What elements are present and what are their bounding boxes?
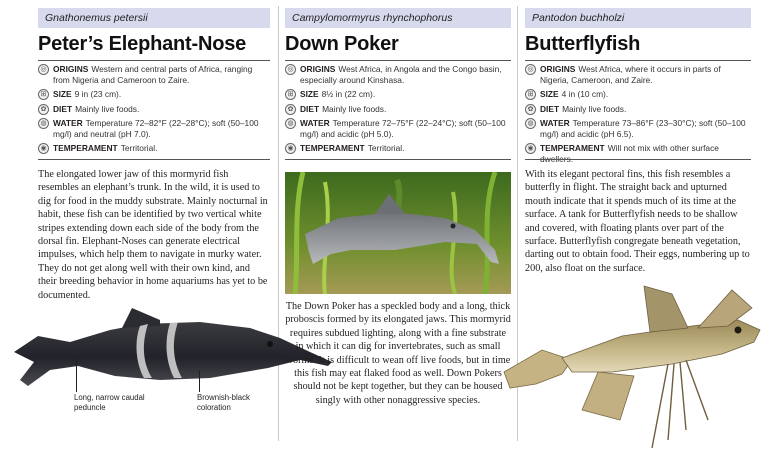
fact-origins bbox=[525, 64, 751, 86]
fact-water bbox=[525, 118, 751, 140]
species-column-down-poker bbox=[285, 0, 511, 457]
fact-label: DIET bbox=[53, 103, 73, 114]
food-icon: ✿ bbox=[38, 104, 49, 115]
latin-name: Pantodon buchholzi bbox=[525, 8, 751, 28]
fact-size bbox=[38, 89, 270, 100]
caption-caudal-peduncle: Long, narrow caudal peduncle bbox=[74, 393, 145, 412]
fact-text: 9 in (23 cm). bbox=[74, 89, 122, 100]
fact-label: TEMPERAMENT bbox=[300, 143, 365, 154]
fact-label: TEMPERAMENT bbox=[53, 143, 118, 154]
latin-name: Gnathonemus petersii bbox=[38, 8, 270, 28]
fact-text: Western and central parts of Africa, ranging from Nigeria and Cameroon to Zaire. bbox=[53, 64, 253, 86]
fact-text: Mainly live foods. bbox=[322, 103, 387, 114]
fact-size bbox=[285, 89, 511, 100]
globe-icon: ◎ bbox=[525, 64, 536, 75]
facts-rule bbox=[38, 159, 270, 160]
droplet-icon: ◍ bbox=[38, 118, 49, 129]
species-description: With its elegant pectoral fins, this fish resembles a butterfly in flight. The straight back and upturned mouth indicate that it spends much of its time at the surface. A tank for Butterflyfish needs to be shallow and covered, with floating plants over part of the surface. Butterflyfish congregate beneath vegetation, darting out to obtain food. Their eggs, numbering up to 200, also float on the surface. bbox=[525, 169, 750, 274]
fact-diet bbox=[38, 104, 270, 115]
fact-label: TEMPERAMENT bbox=[540, 143, 605, 154]
fact-size bbox=[525, 89, 751, 100]
fact-label: ORIGINS bbox=[53, 64, 89, 74]
species-title: Peter’s Elephant-Nose bbox=[38, 33, 247, 55]
fact-text: Temperature 73–86°F (23–30°C); soft (50–100 mg/l) and acidic (pH 6.5). bbox=[540, 117, 746, 140]
globe-icon: ◎ bbox=[38, 64, 49, 75]
fact-text: West Africa, in Angola and the Congo basin, especially around Kinshasa. bbox=[300, 64, 502, 86]
fact-text: Mainly live foods. bbox=[75, 103, 140, 114]
latin-name: Campylomormyrus rhynchophorus bbox=[285, 8, 511, 28]
fact-temperament bbox=[285, 143, 511, 154]
fact-temperament bbox=[525, 143, 751, 165]
fact-label: WATER bbox=[540, 117, 570, 128]
fact-water bbox=[38, 118, 270, 140]
fact-text: Temperature 72–75°F (22–24°C); soft (50–100 mg/l) and acidic (pH 5.0). bbox=[300, 117, 506, 140]
facts-rule bbox=[525, 159, 751, 160]
droplet-icon: ◍ bbox=[525, 118, 536, 129]
fact-list bbox=[525, 64, 751, 169]
droplet-icon: ◍ bbox=[285, 118, 296, 129]
fact-list bbox=[285, 64, 511, 157]
fact-label: DIET bbox=[540, 103, 560, 114]
caption-coloration: Brownish-black coloration bbox=[197, 393, 250, 412]
food-icon: ✿ bbox=[525, 104, 536, 115]
fact-text: Territorial. bbox=[120, 143, 158, 154]
fact-text: Mainly live foods. bbox=[562, 103, 627, 114]
fact-label: DIET bbox=[300, 103, 320, 114]
fact-label: SIZE bbox=[300, 89, 319, 100]
fish-icon: ◉ bbox=[38, 143, 49, 154]
fact-text: 8½ in (22 cm). bbox=[321, 89, 376, 100]
fact-origins bbox=[285, 64, 511, 86]
species-title: Down Poker bbox=[285, 33, 399, 55]
fact-origins bbox=[38, 64, 270, 86]
food-icon: ✿ bbox=[285, 104, 296, 115]
fish-icon: ◉ bbox=[525, 143, 536, 154]
fact-label: SIZE bbox=[53, 89, 72, 100]
species-title: Butterflyfish bbox=[525, 33, 641, 55]
fact-label: ORIGINS bbox=[300, 64, 336, 74]
fact-text: Temperature 72–82°F (22–28°C); soft (50–100 mg/l) and neutral (pH 7.0). bbox=[53, 117, 259, 140]
fact-label: WATER bbox=[300, 117, 330, 128]
fact-text: West Africa, where it occurs in parts of Nigeria, Cameroon, and Zaire. bbox=[540, 64, 721, 86]
caption-leader-peduncle bbox=[76, 358, 77, 392]
fact-label: SIZE bbox=[540, 89, 559, 100]
title-rule bbox=[525, 60, 751, 61]
ruler-icon: ⊞ bbox=[38, 89, 49, 100]
fact-water bbox=[285, 118, 511, 140]
ruler-icon: ⊞ bbox=[285, 89, 296, 100]
fact-diet bbox=[525, 104, 751, 115]
facts-rule bbox=[285, 159, 511, 160]
caption-leader-coloration bbox=[199, 370, 200, 392]
title-rule bbox=[285, 60, 511, 61]
fact-label: ORIGINS bbox=[540, 64, 576, 74]
title-rule bbox=[38, 60, 270, 61]
fact-text: 4 in (10 cm). bbox=[561, 89, 609, 100]
fact-list bbox=[38, 64, 270, 157]
globe-icon: ◎ bbox=[285, 64, 296, 75]
butterflyfish-image bbox=[502, 280, 764, 452]
down-poker-photo bbox=[285, 172, 511, 294]
fish-icon: ◉ bbox=[285, 143, 296, 154]
ruler-icon: ⊞ bbox=[525, 89, 536, 100]
species-description: The elongated lower jaw of this mormyrid fish resembles an elephant’s trunk. In the wild, it is used to dig for food in the muddy substrate. Mainly nocturnal in habit, these fish can be identified by two vertical white stripes extending down each side of the body from the dorsal fin. Elephant-Noses can generate electrical impulses, which help them to navigate in murky water. They do not get along well with their own kind, and their breeding behavior in home aquariums has yet to be documented. bbox=[38, 169, 268, 301]
fact-temperament bbox=[38, 143, 270, 154]
fact-text: Will not mix with other surface bbox=[607, 143, 719, 154]
fact-diet bbox=[285, 104, 511, 115]
fact-text: Territorial. bbox=[367, 143, 405, 154]
species-description: The Down Poker has a speckled body and a long, thick proboscis formed by its elongated jaws. This mormyrid requires subdued lighting, along with a fine substrate in which it can dig for invertebrates, such as small worms. It is difficult to wean off live foods, but in time this fish may eat flaked food as well. Down Pokers should not be kept together, but they can be housed singly with other nonaggressive species. bbox=[285, 301, 511, 406]
fact-label: WATER bbox=[53, 117, 83, 128]
